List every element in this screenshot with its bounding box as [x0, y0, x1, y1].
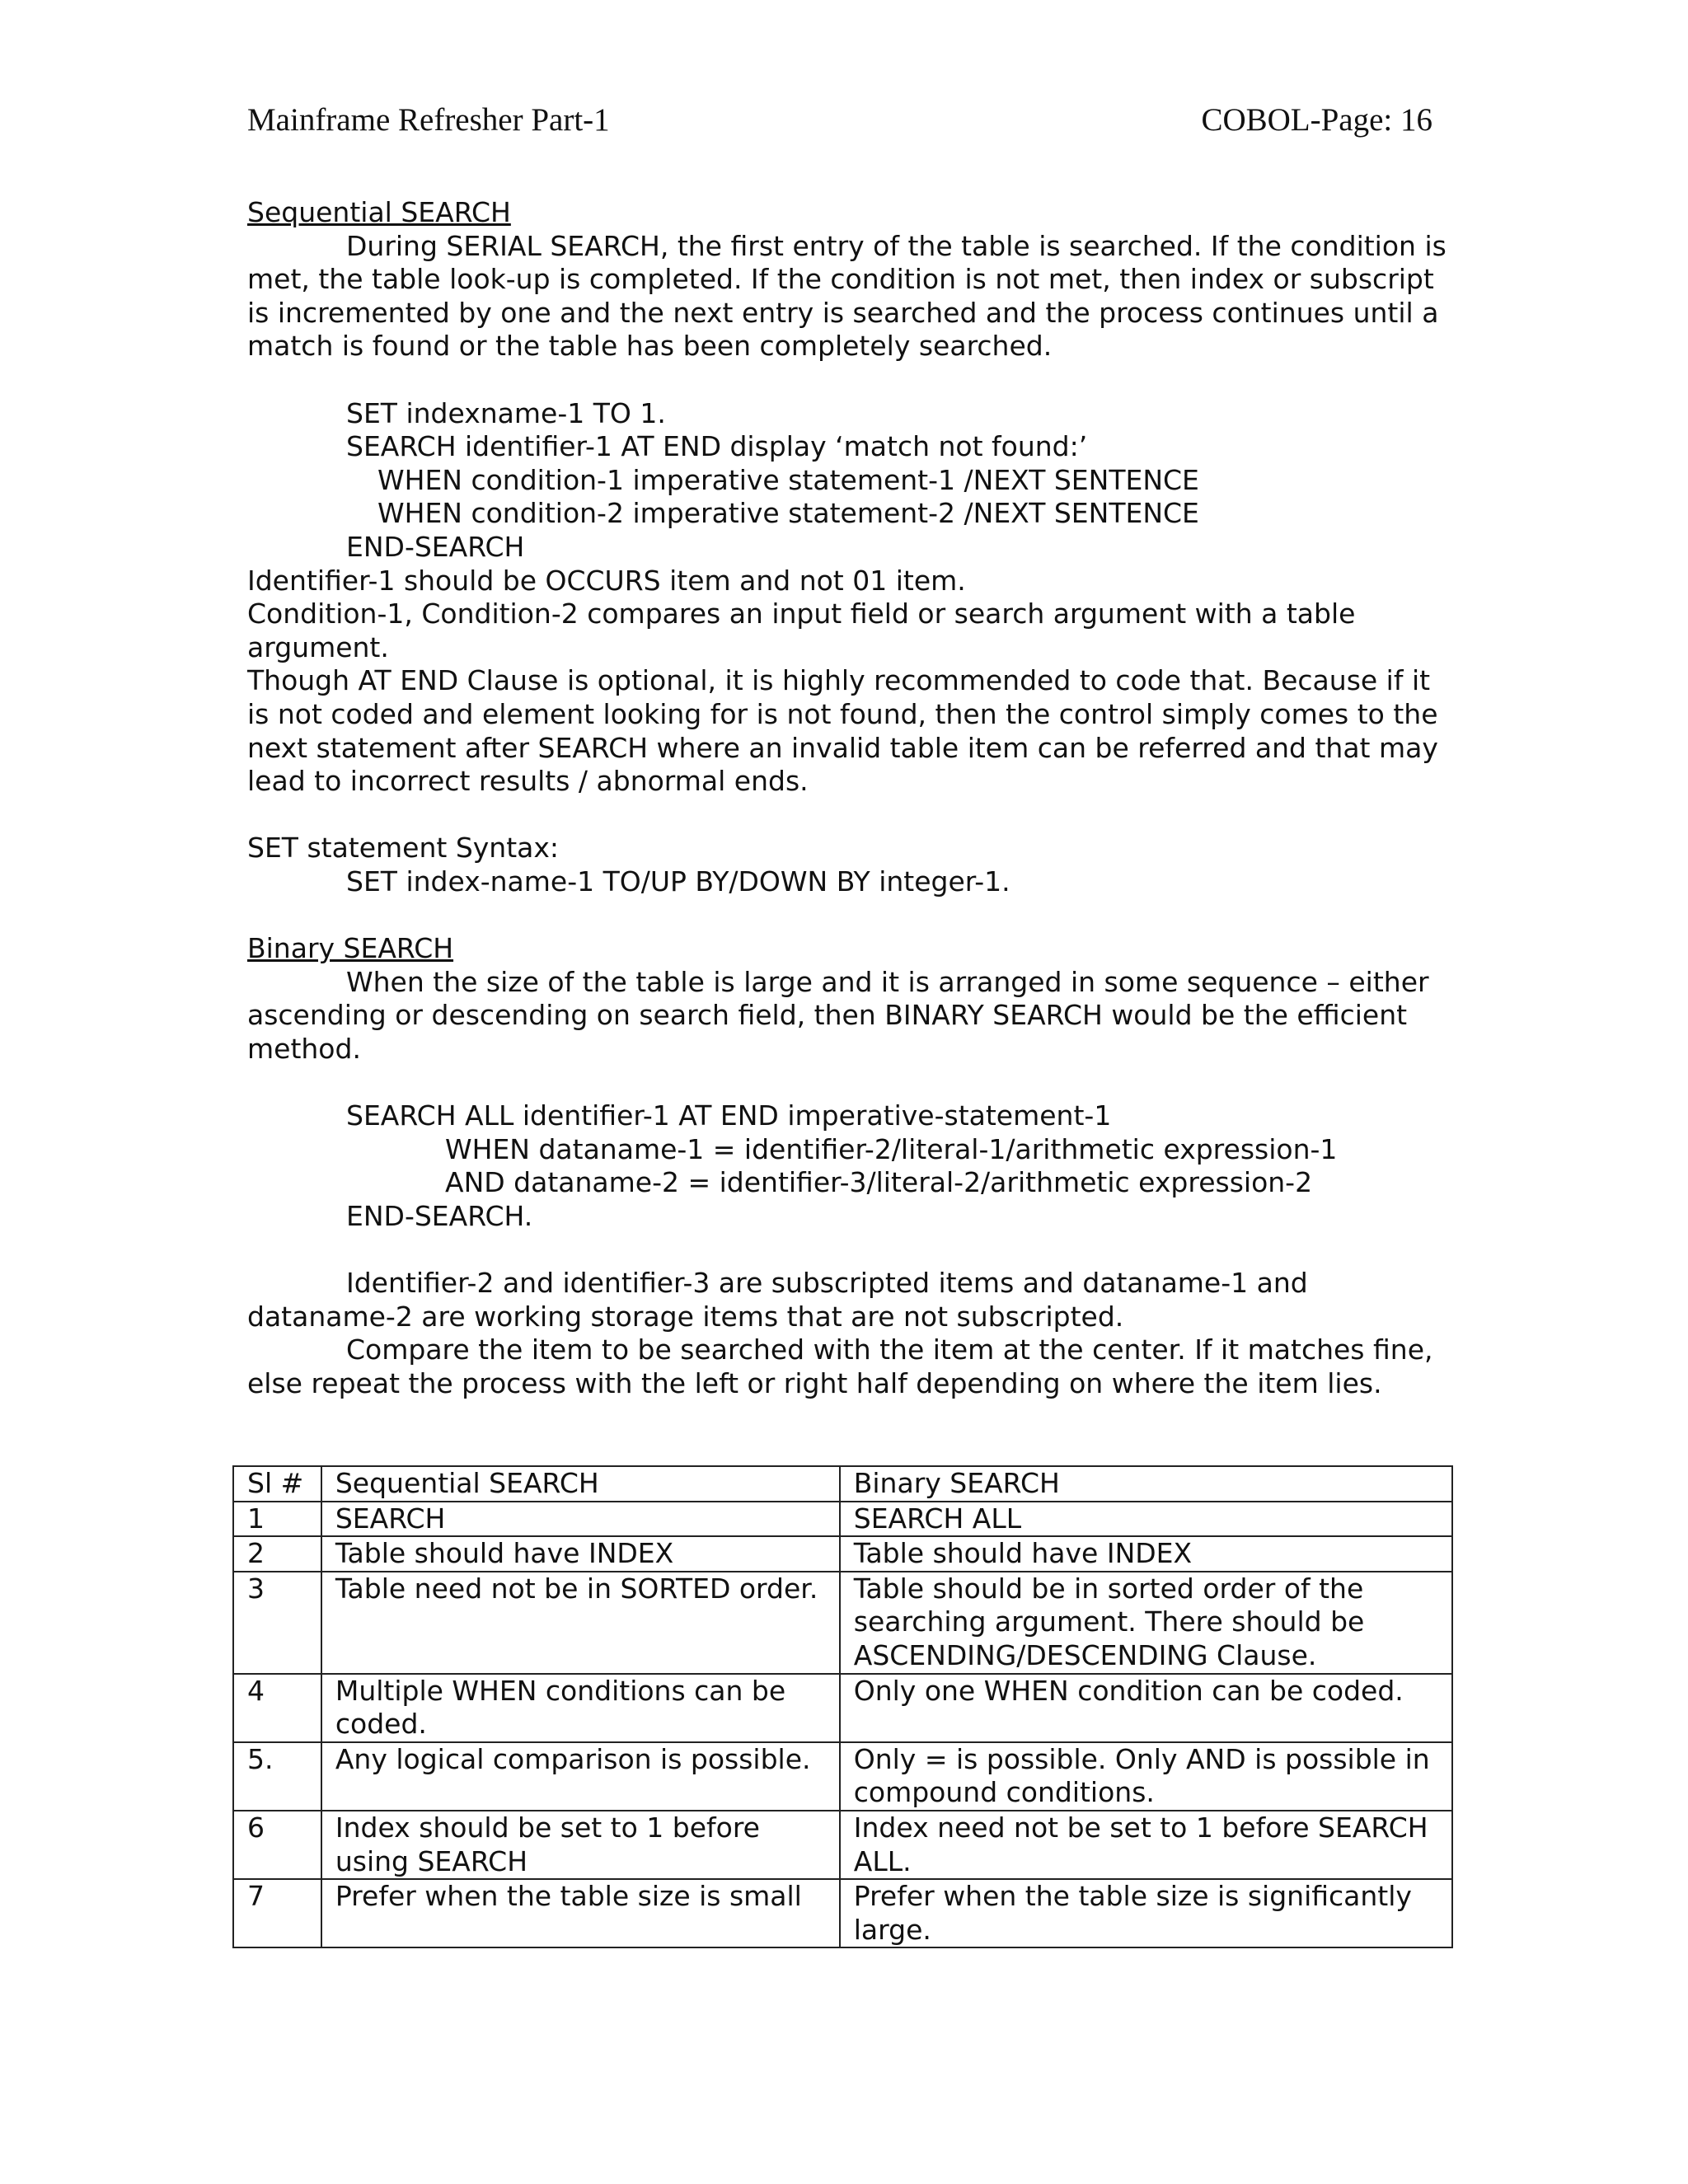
comparison-table	[232, 1465, 1453, 1948]
binary-note-subscripted: Identifier-2 and identifier-3 are subscripted items and dataname-1 and dataname-2 are working storage items that are not subscripted.	[247, 1267, 1317, 1333]
table-row	[233, 1879, 1452, 1947]
code-line: END-SEARCH.	[346, 1199, 533, 1232]
table-cell: Index should be set to 1 before using SEARCH	[321, 1811, 840, 1879]
binary-search-heading: Binary SEARCH	[247, 932, 454, 965]
table-cell: Prefer when the table size is significantly large.	[840, 1879, 1452, 1947]
table-cell: 2	[233, 1536, 321, 1572]
table-row	[233, 1742, 1452, 1811]
table-row	[233, 1502, 1452, 1537]
table-row	[233, 1536, 1452, 1572]
set-syntax-title: SET statement Syntax:	[247, 832, 560, 865]
code-line: WHEN condition-1 imperative statement-1 /NEXT SENTENCE	[377, 463, 1199, 496]
table-header-row	[233, 1466, 1452, 1502]
note-identifier: Identifier-1 should be OCCURS item and not 01 item.	[247, 564, 966, 597]
table-cell: SEARCH ALL	[840, 1502, 1452, 1537]
note-condition: Condition-1, Condition-2 compares an input field or search argument with a table argument.	[247, 598, 1364, 663]
table-row	[233, 1811, 1452, 1879]
table-row	[233, 1674, 1452, 1742]
code-line: SEARCH ALL identifier-1 AT END imperative-statement-1	[346, 1099, 1112, 1132]
code-line: SEARCH identifier-1 AT END display ‘match not found:’	[346, 430, 1088, 463]
code-line: END-SEARCH	[346, 530, 525, 563]
table-cell: Table should have INDEX	[840, 1536, 1452, 1572]
table-cell: Any logical comparison is possible.	[321, 1742, 840, 1811]
binary-note-compare: Compare the item to be searched with the item at the center. If it matches fine, else repeat the process with the left or right half depending on where the item lies.	[247, 1333, 1442, 1399]
table-header-cell: Binary SEARCH	[840, 1466, 1452, 1502]
code-line: SET indexname-1 TO 1.	[346, 396, 666, 429]
header-title: Mainframe Refresher Part-1	[247, 102, 610, 138]
table-cell: 4	[233, 1674, 321, 1742]
table-cell: 1	[233, 1502, 321, 1537]
table-cell: Index need not be set to 1 before SEARCH ALL.	[840, 1811, 1452, 1879]
table-cell: Table should be in sorted order of the searching argument. There should be ASCENDING/DESCENDING Clause.	[840, 1572, 1452, 1674]
table-cell: 3	[233, 1572, 321, 1674]
table-cell: Only one WHEN condition can be coded.	[840, 1674, 1452, 1742]
table-cell: Prefer when the table size is small	[321, 1879, 840, 1947]
sequential-search-paragraph: During SERIAL SEARCH, the first entry of the table is searched. If the condition is met, the table look-up is completed. If the condition is not met, then index or subscript is incremented by one and the next entry is searched and the process continues until a match is found or the table has been completely searched.	[247, 229, 1456, 363]
table-cell: 7	[233, 1879, 321, 1947]
header-page-number: COBOL-Page: 16	[1201, 102, 1432, 138]
table-cell: SEARCH	[321, 1502, 840, 1537]
table-header-cell: Sl #	[233, 1466, 321, 1502]
code-line: WHEN dataname-1 = identifier-2/literal-1/arithmetic expression-1	[445, 1132, 1338, 1165]
table-cell: Only = is possible. Only AND is possible in compound conditions.	[840, 1742, 1452, 1811]
table-cell: 6	[233, 1811, 321, 1879]
set-syntax-code: SET index-name-1 TO/UP BY/DOWN BY integer-1.	[346, 865, 1010, 898]
note-at-end: Though AT END Clause is optional, it is highly recommended to code that. Because if it is not coded and element looking for is not found, then the control simply comes to the next statement after SEARCH where an invalid table item can be referred and that may lead to incorrect results / abnormal ends.	[247, 664, 1447, 798]
table-cell: Table need not be in SORTED order.	[321, 1572, 840, 1674]
table-cell: Table should have INDEX	[321, 1536, 840, 1572]
page-body	[247, 196, 1456, 1400]
binary-search-paragraph: When the size of the table is large and it is arranged in some sequence – either ascending or descending on search field, then BINARY SEARCH would be the efficient method.	[247, 965, 1438, 1065]
table-cell: 5.	[233, 1742, 321, 1811]
code-line: WHEN condition-2 imperative statement-2 /NEXT SENTENCE	[377, 497, 1199, 530]
table-cell: Multiple WHEN conditions can be coded.	[321, 1674, 840, 1742]
sequential-search-heading: Sequential SEARCH	[247, 196, 511, 228]
table-row	[233, 1572, 1452, 1674]
code-line: AND dataname-2 = identifier-3/literal-2/arithmetic expression-2	[445, 1166, 1313, 1199]
table-header-cell: Sequential SEARCH	[321, 1466, 840, 1502]
